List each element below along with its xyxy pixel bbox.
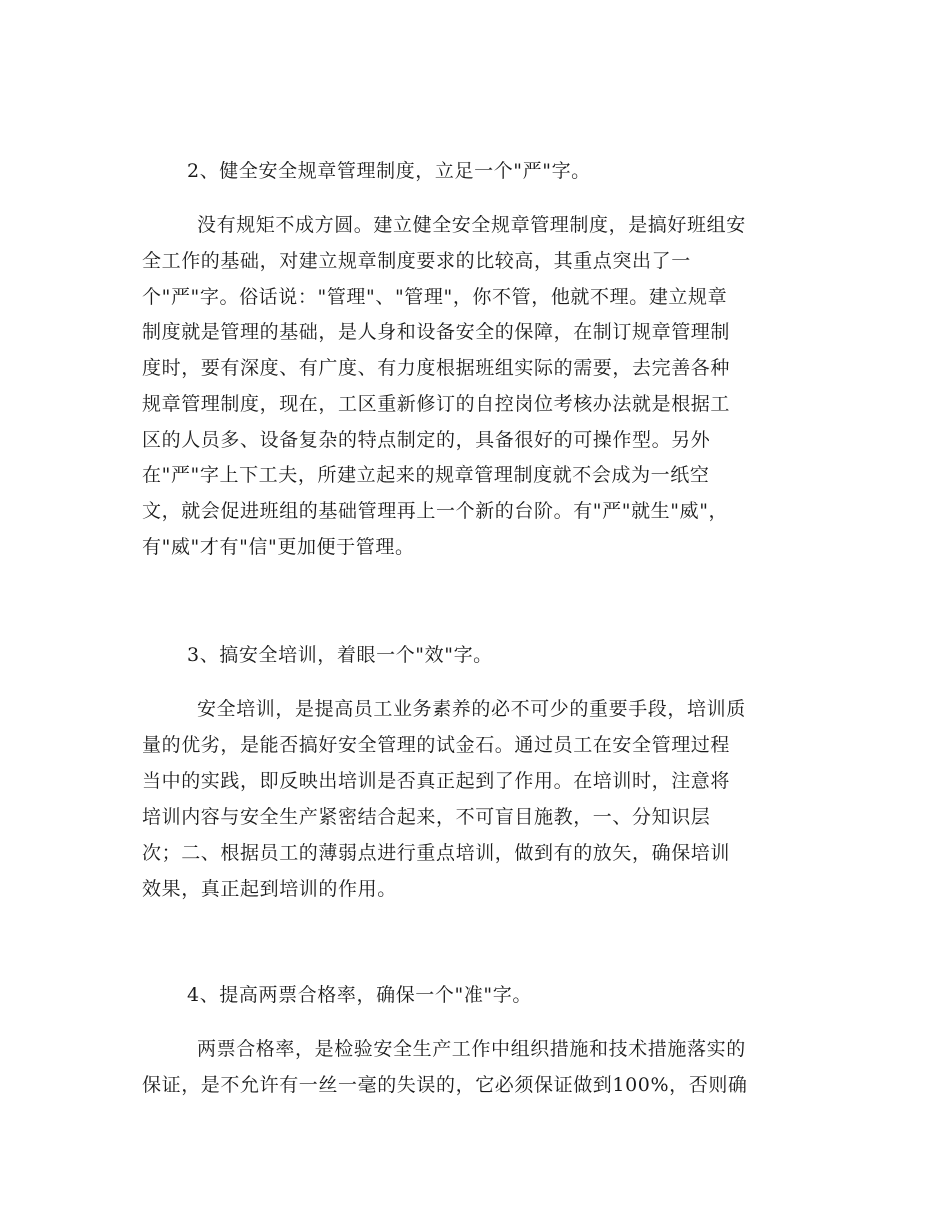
section-3-line: 量的优劣，是能否搞好安全管理的试金石。通过员工在安全管理过程 bbox=[142, 734, 731, 756]
section-3-line: 效果，真正起到培训的作用。 bbox=[142, 878, 397, 900]
section-2-line: 全工作的基础，对建立规章制度要求的比较高，其重点突出了一 bbox=[142, 250, 691, 272]
section-2-line: 有"威"才有"信"更加便于管理。 bbox=[142, 536, 415, 558]
section-4-heading: 4、提高两票合格率，确保一个"准"字。 bbox=[187, 984, 532, 1006]
section-4-line: 两票合格率，是检验安全生产工作中组织措施和技术措施落实的 bbox=[197, 1038, 746, 1060]
section-3-line: 次；二、根据员工的薄弱点进行重点培训，做到有的放矢，确保培训 bbox=[142, 842, 731, 864]
section-3-line: 当中的实践，即反映出培训是否真正起到了作用。在培训时，注意将 bbox=[142, 770, 731, 792]
section-2-line: 个"严"字。俗话说："管理"、"管理"，你不管，他就不理。建立规章 bbox=[142, 286, 728, 308]
section-3-line: 安全培训，是提高员工业务素养的必不可少的重要手段，培训质 bbox=[197, 698, 746, 720]
section-2-line: 没有规矩不成方圆。建立健全安全规章管理制度，是搞好班组安 bbox=[197, 214, 746, 236]
section-2-line: 区的人员多、设备复杂的特点制定的，具备很好的可操作型。另外 bbox=[142, 429, 711, 451]
section-3-line: 培训内容与安全生产紧密结合起来，不可盲目施教，一、分知识层 bbox=[142, 806, 711, 828]
section-2-line: 在"严"字上下工夫，所建立起来的规章管理制度就不会成为一纸空 bbox=[142, 464, 710, 486]
section-2-line: 制度就是管理的基础，是人身和设备安全的保障，在制订规章管理制 bbox=[142, 321, 731, 343]
section-2-line: 文，就会促进班组的基础管理再上一个新的台阶。有"严"就生"威"， bbox=[142, 500, 729, 522]
section-4-line: 保证，是不允许有一丝一毫的失误的，它必须保证做到100%，否则确 bbox=[142, 1074, 748, 1096]
section-3-heading: 3、搞安全培训，着眼一个"效"字。 bbox=[187, 644, 493, 666]
section-2-line: 度时，要有深度、有广度、有力度根据班组实际的需要，去完善各种 bbox=[142, 357, 731, 379]
section-2-heading: 2、健全安全规章管理制度，立足一个"严"字。 bbox=[187, 160, 591, 182]
section-2-line: 规章管理制度，现在，工区重新修订的自控岗位考核办法就是根据工 bbox=[142, 393, 731, 415]
